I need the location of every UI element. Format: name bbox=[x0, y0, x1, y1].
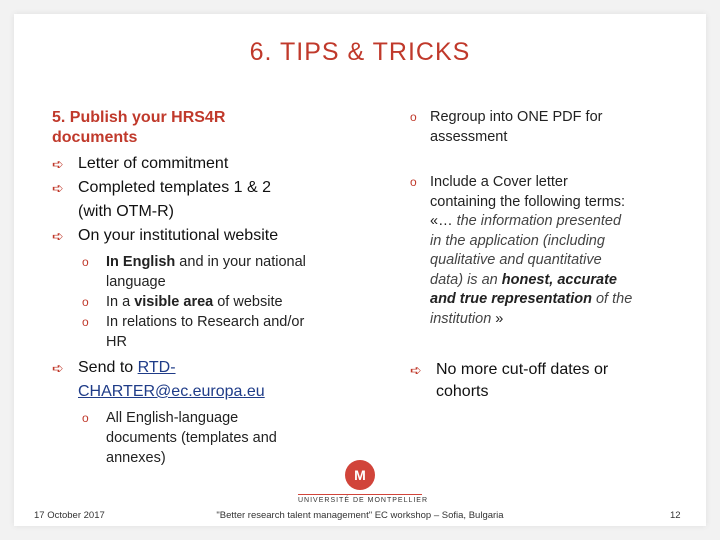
arrow-bullet-icon: ➪ bbox=[52, 228, 64, 244]
emphasis-text: visible area bbox=[134, 294, 214, 310]
left-column bbox=[52, 108, 352, 468]
bullet-send-to bbox=[52, 356, 352, 404]
right-item-text bbox=[430, 108, 602, 147]
arrow-bullet-icon: ➪ bbox=[52, 360, 64, 376]
arrow-bullet-icon: ➪ bbox=[52, 156, 64, 172]
sub-item-text bbox=[106, 252, 306, 292]
sub-item-text-part: of website bbox=[213, 294, 283, 310]
right-item-text-part: containing the following terms: bbox=[430, 193, 626, 210]
quote-emphasis: honest, accurate bbox=[501, 271, 617, 288]
right-column bbox=[410, 108, 670, 403]
bullet-text bbox=[436, 359, 608, 403]
university-logo-mark: M bbox=[345, 460, 375, 490]
bullet-text-line: Completed templates 1 & 2 bbox=[78, 179, 271, 196]
bullet-no-cutoff bbox=[410, 359, 670, 403]
quote-text: the information presented bbox=[456, 213, 622, 229]
sub-item-visible-area bbox=[82, 292, 352, 312]
circle-bullet-icon: o bbox=[410, 110, 417, 124]
bullet-text: On your institutional website bbox=[78, 227, 279, 244]
send-label: Send to bbox=[78, 359, 138, 376]
section-heading bbox=[52, 108, 352, 148]
quote-text: data) is an bbox=[430, 271, 502, 288]
sub-item-research-hr bbox=[82, 312, 352, 352]
quote-text: in the application (including bbox=[430, 232, 605, 249]
arrow-bullet-icon: ➪ bbox=[410, 362, 422, 378]
footer-date: 17 October 2017 bbox=[34, 510, 105, 521]
sub-item-text-part: In relations to Research and/or bbox=[106, 314, 305, 330]
quote-text: qualitative and quantitative bbox=[430, 252, 602, 268]
right-item-cover-letter bbox=[410, 173, 670, 329]
sub-item-text bbox=[106, 408, 277, 468]
email-link-part[interactable]: CHARTER@ec.europa.eu bbox=[78, 383, 265, 400]
slide-title: 6. TIPS & TRICKS bbox=[249, 38, 471, 66]
footer-event: "Better research talent management" EC workshop – Sofia, Bulgaria bbox=[216, 510, 504, 521]
sub-item-text-part: documents (templates and bbox=[106, 430, 277, 446]
sub-item-english bbox=[82, 252, 352, 292]
sub-item-text-part: In a bbox=[106, 294, 135, 310]
heading-line: documents bbox=[52, 129, 138, 146]
quote-text: institution bbox=[430, 310, 492, 327]
circle-bullet-icon: o bbox=[82, 411, 89, 425]
bullet-text-line: cohorts bbox=[436, 383, 489, 400]
bullet-letter-of-commitment bbox=[52, 152, 352, 176]
university-name: UNIVERSITÉ DE MONTPELLIER bbox=[298, 494, 422, 504]
sub-item-text-part: annexes) bbox=[106, 450, 166, 466]
right-item-text-part: Regroup into ONE PDF for bbox=[430, 109, 603, 125]
bullet-text bbox=[78, 356, 265, 404]
arrow-bullet-icon: ➪ bbox=[52, 180, 64, 196]
bullet-text bbox=[78, 176, 271, 224]
sub-item-text-part: and in your national bbox=[175, 254, 306, 270]
circle-bullet-icon: o bbox=[82, 295, 89, 309]
circle-bullet-icon: o bbox=[410, 175, 417, 189]
bullet-institutional-website bbox=[52, 224, 352, 248]
sub-item-text bbox=[106, 312, 304, 352]
circle-bullet-icon: o bbox=[82, 315, 89, 329]
right-item-text-part: Include a Cover letter bbox=[430, 174, 568, 190]
right-item-text bbox=[430, 173, 632, 329]
page-number: 12 bbox=[670, 510, 681, 521]
email-link-part[interactable]: RTD- bbox=[137, 359, 176, 376]
right-item-regroup bbox=[410, 108, 670, 147]
sub-item-text-part: All English-language bbox=[106, 410, 239, 426]
right-item-text-part: assessment bbox=[430, 128, 508, 145]
circle-bullet-icon: o bbox=[82, 255, 89, 269]
quote-text: of the bbox=[591, 291, 633, 307]
heading-line: 5. Publish your HRS4R bbox=[52, 109, 226, 126]
bullet-text-line: No more cut-off dates or bbox=[436, 361, 609, 378]
bullet-text: Letter of commitment bbox=[78, 155, 229, 172]
sub-item-english-documents bbox=[82, 408, 352, 468]
sub-item-text bbox=[106, 292, 283, 312]
quote-text: » bbox=[491, 310, 504, 327]
quote-emphasis: and true representation bbox=[430, 291, 592, 307]
quote-text: «… bbox=[430, 213, 457, 229]
emphasis-text: In English bbox=[106, 254, 176, 270]
sub-item-text-part: language bbox=[106, 274, 166, 290]
sub-item-text-part: HR bbox=[106, 334, 127, 350]
bullet-completed-templates bbox=[52, 176, 352, 224]
university-logo bbox=[298, 460, 429, 504]
bullet-text-line: (with OTM-R) bbox=[78, 203, 174, 220]
